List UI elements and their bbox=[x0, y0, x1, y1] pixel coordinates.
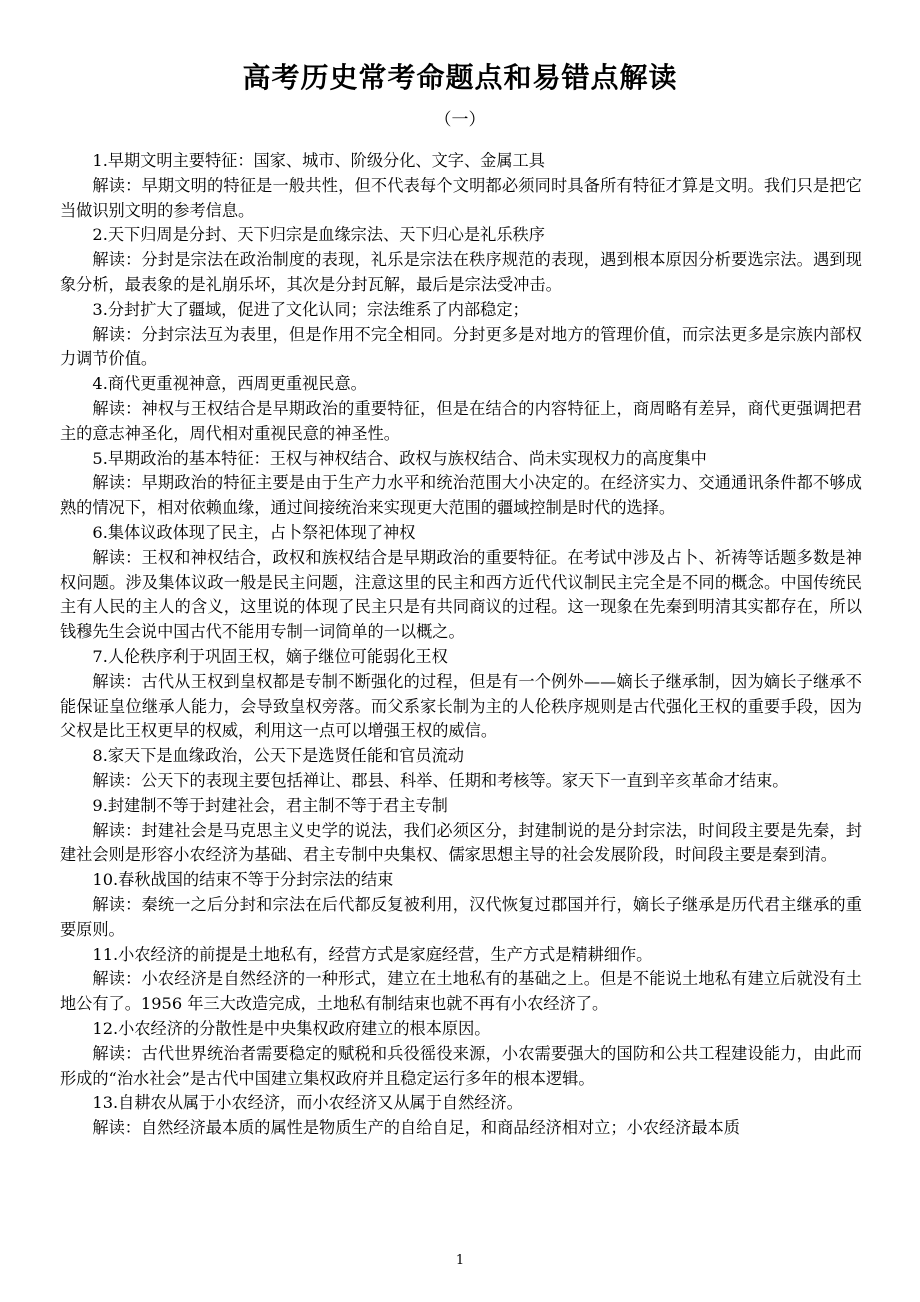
page-number: 1 bbox=[455, 1253, 465, 1268]
body-paragraph: 8.家天下是血缘政治，公天下是选贤任能和官员流动 bbox=[92, 746, 464, 766]
body-paragraph: 解读：王权和神权结合，政权和族权结合是早期政治的重要特征。在考试中涉及占卜、祈祷等话题多数是神权问题。涉及集体议政一般是民主问题，注意这里的民主和西方近代代议制民主完全是不同的概念。中国传统民主有人民的主人的含义，这里说的体现了民主只是有共同商议的过程。这一现象在先秦到明清其实都存在，所以钱穆先生会说中国古代不能用专制一词简单的一以概之。 bbox=[60, 547, 862, 642]
body-paragraph: 解读：神权与王权结合是早期政治的重要特征，但是在结合的内容特征上，商周略有差异，商代更强调把君主的意志神圣化，周代相对重视民意的神圣性。 bbox=[60, 399, 862, 443]
body-paragraph: 解读：自然经济最本质的属性是物质生产的自给自足，和商品经济相对立；小农经济最本质 bbox=[92, 1118, 740, 1138]
body-paragraph: 解读：早期文明的特征是一般共性，但不代表每个文明都必须同时具备所有特征才算是文明。我们只是把它当做识别文明的参考信息。 bbox=[60, 175, 862, 220]
body-paragraph: 6.集体议政体现了民主，占卜祭祀体现了神权 bbox=[92, 523, 416, 543]
page-subtitle: （一） bbox=[434, 110, 486, 130]
body-paragraph: 解读：小农经济是自然经济的一种形式，建立在土地私有的基础之上。但是不能说土地私有建立后就没有土地公有了。1956 年三大改造完成，土地私有制结束也就不再有小农经济了。 bbox=[60, 969, 862, 1014]
body-paragraph: 12.小农经济的分散性是中央集权政府建立的根本原因。 bbox=[92, 1018, 491, 1038]
body-paragraph: 9.封建制不等于封建社会，君主制不等于君主专制 bbox=[92, 795, 448, 815]
body-paragraph: 7.人伦秩序利于巩固王权，嫡子继位可能弱化王权 bbox=[92, 647, 448, 667]
body-paragraph: 3.分封扩大了疆域，促进了文化认同；宗法维系了内部稳定； bbox=[92, 299, 529, 319]
page-title: 高考历史常考命题点和易错点解读 bbox=[242, 61, 678, 94]
body-paragraph: 解读：公天下的表现主要包括禅让、郡县、科举、任期和考核等。家天下一直到辛亥革命才结束。 bbox=[92, 771, 789, 791]
body-paragraph: 2.天下归周是分封、天下归宗是血缘宗法、天下归心是礼乐秩序 bbox=[92, 225, 545, 245]
body-paragraph: 解读：古代世界统治者需要稳定的赋税和兵役徭役来源，小农需要强大的国防和公共工程建设能力，由此而形成的“治水社会”是古代中国建立集权政府并且稳定运行多年的根本逻辑。 bbox=[60, 1043, 862, 1088]
body-paragraph: 解读：秦统一之后分封和宗法在后代都反复被利用，汉代恢复过郡国并行，嫡长子继承是历代君主继承的重要原则。 bbox=[60, 895, 862, 939]
body-paragraph: 解读：封建社会是马克思主义史学的说法，我们必须区分，封建制说的是分封宗法，时间段主要是先秦，封建社会则是形容小农经济为基础、君主专制中央集权、儒家思想主导的社会发展阶段，时间段主要是秦到清。 bbox=[60, 820, 862, 865]
body-paragraph: 解读：分封宗法互为表里，但是作用不完全相同。分封更多是对地方的管理价值，而宗法更多是宗族内部权力调节价值。 bbox=[60, 324, 862, 369]
body-paragraph: 10.春秋战国的结束不等于分封宗法的结束 bbox=[92, 870, 394, 890]
body-paragraph: 13.自耕农从属于小农经济，而小农经济又从属于自然经济。 bbox=[92, 1093, 523, 1113]
body-paragraph: 解读：古代从王权到皇权都是专制不断强化的过程，但是有一个例外——嫡长子继承制，因为嫡长子继承不能保证皇位继承人能力，会导致皇权旁落。而父系家长制为主的人伦秩序规则是古代强化王权的重要手段，因为父权是比王权更早的权威，利用这一点可以增强王权的威信。 bbox=[60, 671, 862, 741]
body-paragraph: 5.早期政治的基本特征：王权与神权结合、政权与族权结合、尚未实现权力的高度集中 bbox=[92, 448, 707, 468]
body-paragraph: 解读：分封是宗法在政治制度的表现，礼乐是宗法在秩序规范的表现，遇到根本原因分析要选宗法。遇到现象分析，最表象的是礼崩乐坏，其次是分封瓦解，最后是宗法受冲击。 bbox=[60, 250, 862, 295]
body-paragraph: 解读：早期政治的特征主要是由于生产力水平和统治范围大小决定的。在经济实力、交通通讯条件都不够成熟的情况下，相对依赖血缘，通过间接统治来实现更大范围的疆域控制是时代的选择。 bbox=[60, 473, 862, 518]
document-body bbox=[0, 131, 920, 1141]
body-paragraph: 4.商代更重视神意，西周更重视民意。 bbox=[92, 374, 367, 394]
body-paragraph: 11.小农经济的前提是土地私有，经营方式是家庭经营，生产方式是精耕细作。 bbox=[92, 944, 653, 964]
body-paragraph: 1.早期文明主要特征：国家、城市、阶级分化、文字、金属工具 bbox=[92, 151, 545, 171]
